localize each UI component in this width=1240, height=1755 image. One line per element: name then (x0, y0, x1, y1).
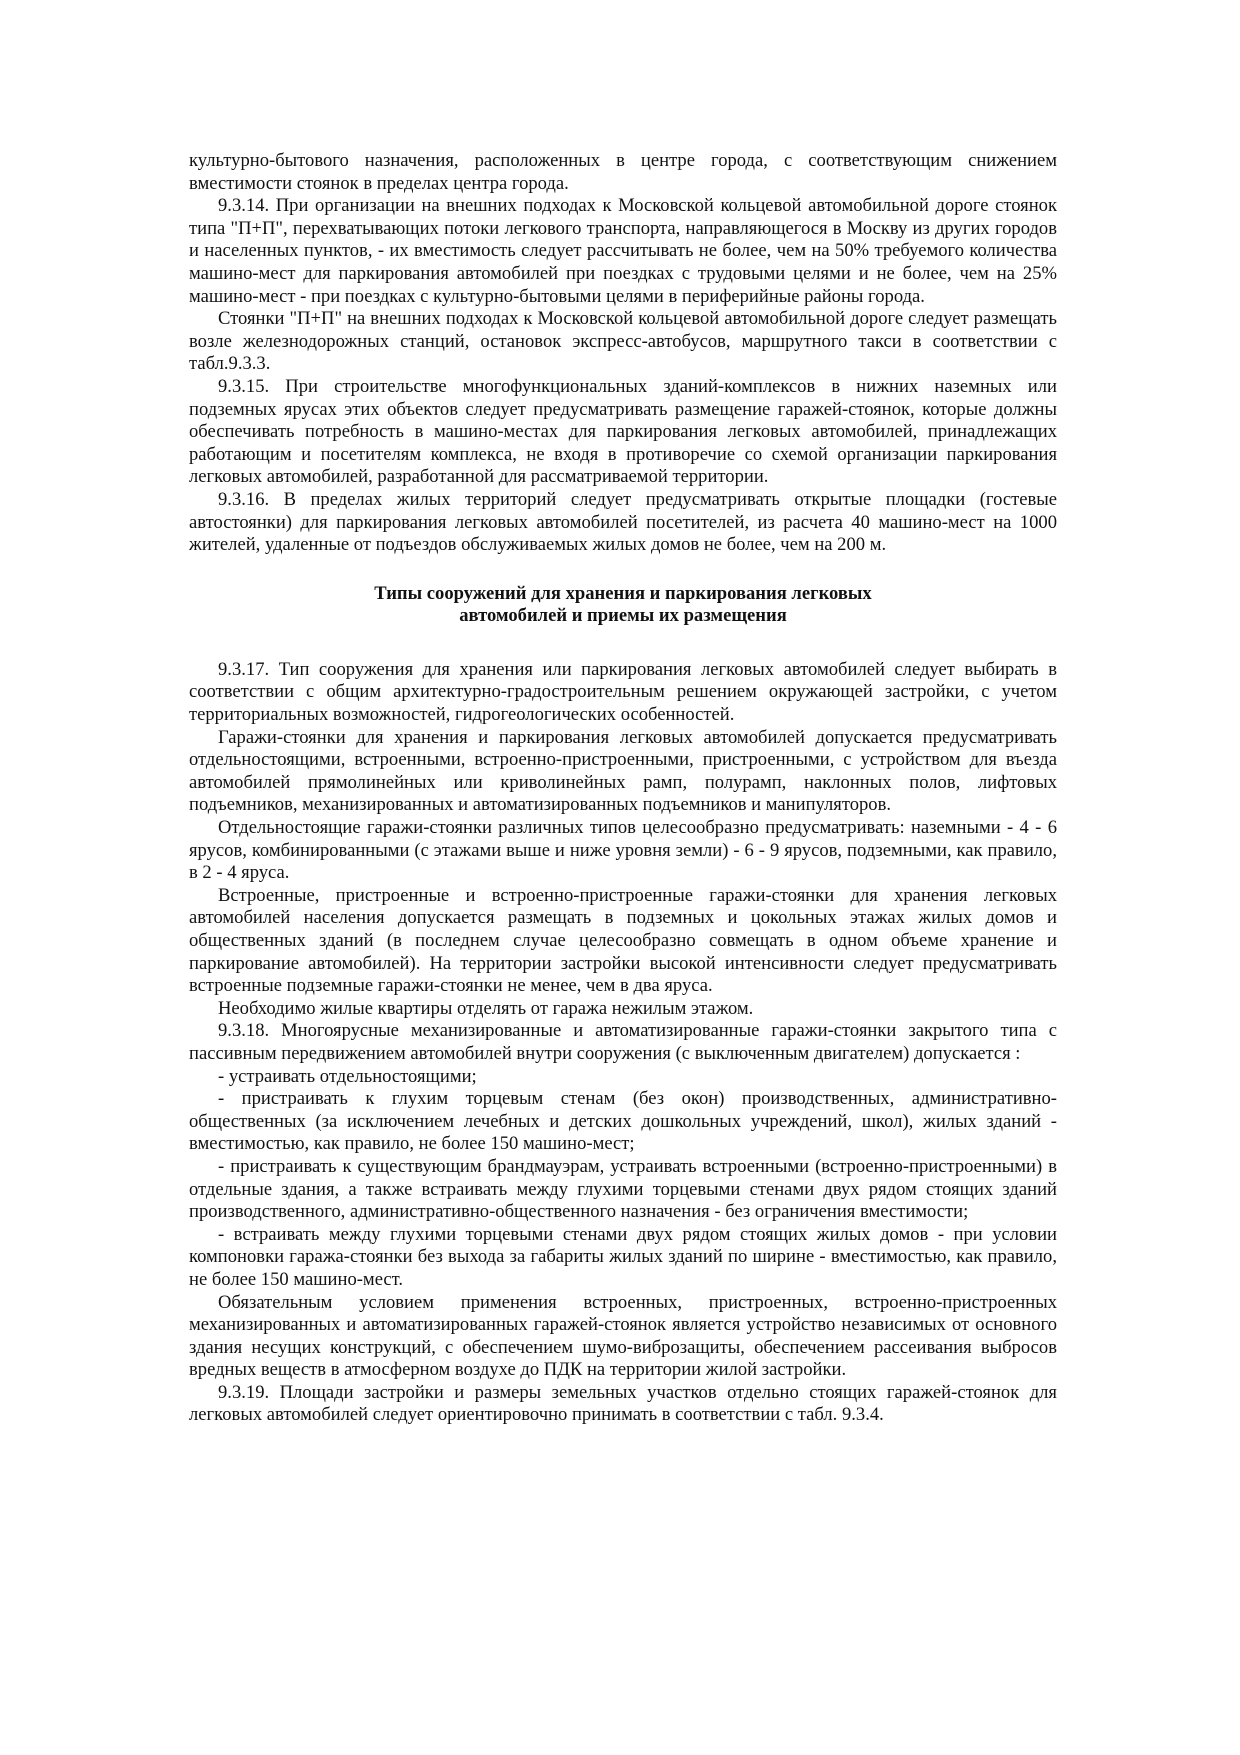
paragraph-9-3-17: 9.3.17. Тип сооружения для хранения или паркирования легковых автомобилей следует выбирать в соответствии с общим архитектурно-градостроительным решением окружающей застройки, с учетом территориальных возможностей, гидрогеологических особенностей. (189, 658, 1057, 726)
paragraph-9-3-19: 9.3.19. Площади застройки и размеры земельных участков отдельно стоящих гаражей-стоянок для легковых автомобилей следует ориентировочно принимать в соответствии с табл. 9.3.4. (189, 1381, 1057, 1426)
paragraph-built-in-garages: Встроенные, пристроенные и встроенно-пристроенные гаражи-стоянки для хранения легковых автомобилей населения допускается размещать в подземных и цокольных этажах жилых домов и общественных зданий (в последнем случае целесообразно совмещать в одном объеме хранение и паркирование автомобилей). На территории застройки высокой интенсивности следует предусматривать встроенные подземные гаражи-стоянки не менее, чем в два яруса. (189, 884, 1057, 997)
section-heading-line-1: Типы сооружений для хранения и паркирования легковых (374, 582, 872, 604)
paragraph-9-3-14: 9.3.14. При организации на внешних подходах к Московской кольцевой автомобильной дороге стоянок типа "П+П", перехватывающих потоки легкового транспорта, направляющегося в Москву из других городов и населенных пунктов, - их вместимость следует рассчитывать не более, чем на 50% требуемого количества машино-мест для паркирования автомобилей при поездках с трудовыми целями и не более, чем на 25% машино-мест - при поездках с культурно-бытовыми целями в периферийные районы города. (189, 195, 1057, 307)
list-item: - встраивать между глухими торцевыми стенами двух рядом стоящих жилых домов - при условии компоновки гаража-стоянки без выхода за габариты жилых зданий по ширине - вместимостью, как правило, не более 150 машино-мест. (189, 1223, 1057, 1290)
paragraph-continuation: культурно-бытового назначения, расположенных в центре города, с соответствующим снижением вместимости стоянок в пределах центра города. (189, 150, 1057, 194)
list-9-3-18 (189, 1066, 1057, 1292)
paragraph-garage-types: Гаражи-стоянки для хранения и паркирования легковых автомобилей допускается предусматривать отдельностоящими, встроенными, встроенно-пристроенными, пристроенными, с устройством для въезда автомобилей прямолинейных или криволинейных рамп, полурамп, наклонных полов, лифтовых подъемников, механизированных и автоматизированных подъемников и манипуляторов. (189, 726, 1057, 816)
paragraph-9-3-15: 9.3.15. При строительстве многофункциональных зданий-комплексов в нижних наземных или подземных ярусах этих объектов следует предусматривать размещение гаражей-стоянок, которые должны обеспечивать потребность в машино-местах для паркирования легковых автомобилей, принадлежащих работающим и посетителям комплекса, не входя в противоречие со схемой организации паркирования легковых автомобилей, разработанной для рассматриваемой территории. (189, 375, 1057, 488)
paragraph-mandatory-condition: Обязательным условием применения встроенных, пристроенных, встроенно-пристроенных механизированных и автоматизированных гаражей-стоянок является устройство независимых от основного здания несущих конструкций, с обеспечением шумо-виброзащиты, обеспечением рассеивания выбросов вредных веществ в атмосферном воздухе до ПДК на территории жилой застройки. (189, 1291, 1057, 1381)
list-item: - устраивать отдельностоящими; (218, 1065, 477, 1087)
paragraph-standalone-garages: Отдельностоящие гаражи-стоянки различных типов целесообразно предусматривать: наземными - 4 - 6 ярусов, комбинированными (с этажами выше и ниже уровня земли) - 6 - 9 ярусов, подземными, как правило, в 2 - 4 яруса. (189, 817, 1057, 884)
paragraph-9-3-18: 9.3.18. Многоярусные механизированные и автоматизированные гаражи-стоянки закрытого типа с пассивным передвижением автомобилей внутри сооружения (с выключенным двигателем) допускается : (189, 1020, 1057, 1064)
list-item: - пристраивать к существующим брандмауэрам, устраивать встроенными (встроенно-пристроенными) в отдельные здания, а также встраивать между глухими торцевыми стенами двух рядом стоящих зданий производственного, административно-общественного назначения - без ограничения вместимости; (189, 1155, 1057, 1223)
section-heading-line-2: автомобилей и приемы их размещения (459, 605, 787, 627)
paragraph-9-3-16: 9.3.16. В пределах жилых территорий следует предусматривать открытые площадки (гостевые автостоянки) для паркирования легковых автомобилей посетителей, из расчета 40 машино-мест на 1000 жителей, удаленные от подъездов обслуживаемых жилых домов не более, чем на 200 м. (189, 488, 1057, 556)
paragraph-pp-parking: Стоянки "П+П" на внешних подходах к Московской кольцевой автомобильной дороге следует размещать возле железнодорожных станций, остановок экспресс-автобусов, маршрутного такси в соответствии с табл.9.3.3. (189, 308, 1057, 375)
list-item: - пристраивать к глухим торцевым стенам (без окон) производственных, административно-общественных (за исключением лечебных и детских дошкольных учреждений, школ), жилых зданий - вместимостью, как правило, не более 150 машино-мест; (189, 1088, 1057, 1155)
paragraph-residential-separation: Необходимо жилые квартиры отделять от гаража нежилым этажом. (218, 997, 754, 1019)
section-heading (189, 583, 1057, 628)
document-page (189, 150, 1057, 1427)
